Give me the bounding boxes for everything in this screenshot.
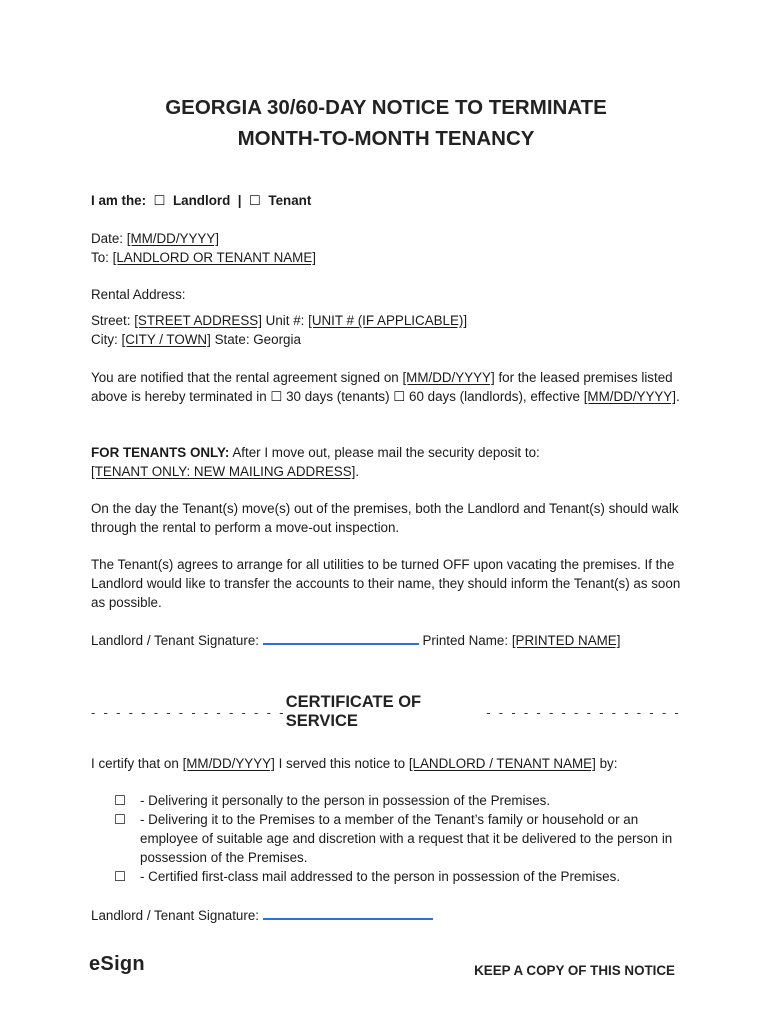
notice-text-2: for the leased premises listed above is hereby terminated in ☐ 30 days (tenants) ☐ 60 days (landlords), effective (91, 370, 673, 404)
inspection-paragraph: On the day the Tenant(s) move(s) out of the premises, both the Landlord and Tenant(s) should walk through the rental to perform a move-out inspection. (91, 501, 679, 535)
printed-name-label: Printed Name: (422, 633, 509, 648)
service-option-checkbox[interactable]: ☐ (114, 869, 127, 884)
city-field[interactable]: [CITY / TOWN] (121, 332, 211, 347)
signature-row-2 (91, 905, 681, 925)
date-label: Date: (91, 231, 124, 246)
city-line (91, 330, 681, 349)
role-prefix: I am the: (91, 193, 147, 208)
unit-label: Unit #: (265, 313, 305, 328)
state-text: State: Georgia (214, 332, 301, 347)
new-mailing-address-field[interactable]: [TENANT ONLY: NEW MAILING ADDRESS] (91, 464, 356, 479)
title-line-1: GEORGIA 30/60-DAY NOTICE TO TERMINATE (165, 96, 607, 119)
tenant-label: Tenant (268, 193, 312, 208)
effective-date-field[interactable]: [MM/DD/YYYY] (583, 389, 676, 404)
date-field[interactable]: [MM/DD/YYYY] (126, 231, 220, 246)
service-option-household (114, 810, 674, 867)
notice-header (91, 229, 681, 267)
role-selection (91, 191, 681, 210)
recipient-name-field[interactable]: [LANDLORD OR TENANT NAME] (112, 250, 316, 265)
dashes-left: - - - - - - - - - - - - - - - - (91, 704, 286, 720)
service-option-mail (114, 867, 674, 886)
utilities-paragraph: The Tenant(s) agrees to arrange for all utilities to be turned OFF upon vacating the premises. If the Landlord would like to transfer the accounts to their name, they should inform the Tenant(s) as soon as possible. (91, 557, 681, 610)
landlord-checkbox[interactable]: ☐ (153, 193, 166, 208)
signature-field[interactable] (263, 630, 419, 645)
certify-end: by: (599, 756, 618, 771)
rental-address-label: Rental Address: (91, 287, 186, 302)
service-option-checkbox[interactable]: ☐ (114, 812, 127, 827)
certificate-title: CERTIFICATE OF SERVICE (285, 693, 422, 730)
signature-label-2: Landlord / Tenant Signature: (91, 908, 260, 923)
served-party-field[interactable]: [LANDLORD / TENANT NAME] (408, 756, 596, 771)
footer-note: KEEP A COPY OF THIS NOTICE (474, 963, 675, 978)
dashes-right: - - - - - - - - - - - - - - - - (486, 704, 681, 720)
agreement-date-field[interactable]: [MM/DD/YYYY] (402, 370, 495, 385)
tenants-only-label: FOR TENANTS ONLY: (91, 445, 230, 460)
mailing-end: . (355, 464, 360, 479)
certify-text: I certify that on (91, 756, 179, 771)
signature-field-2[interactable] (263, 905, 433, 920)
street-line (91, 311, 681, 330)
landlord-label: Landlord (172, 193, 231, 208)
certify-line (91, 754, 681, 773)
tenants-only-text: After I move out, please mail the security deposit to: (232, 445, 540, 460)
service-option-text: - Delivering it personally to the person in possession of the Premises. (140, 793, 551, 808)
signature-label: Landlord / Tenant Signature: (91, 633, 260, 648)
service-option-checkbox[interactable]: ☐ (114, 793, 127, 808)
document-title (91, 92, 681, 154)
unit-field[interactable]: [UNIT # (IF APPLICABLE)] (308, 313, 468, 328)
to-line (91, 248, 681, 267)
rental-address (91, 311, 681, 349)
service-option-text: - Certified first-class mail addressed to the person in possession of the Premises. (140, 869, 621, 884)
service-option-personal (114, 791, 674, 810)
printed-name-field[interactable]: [PRINTED NAME] (511, 633, 621, 648)
certificate-header (91, 693, 681, 731)
to-label: To: (91, 250, 109, 265)
service-option-text: - Delivering it to the Premises to a member of the Tenant’s family or household or an employee of suitable age and discretion with a request that it be delivered to the person in possession of the Premises. (140, 812, 673, 865)
street-address-field[interactable]: [STREET ADDRESS] (134, 313, 262, 328)
notice-text-1: You are notified that the rental agreement signed on (91, 370, 399, 385)
service-method-list (114, 791, 674, 886)
tenants-only-section (91, 443, 681, 481)
title-line-2: MONTH-TO-MONTH TENANCY (237, 127, 535, 150)
city-label: City: (91, 332, 118, 347)
role-separator: | (237, 193, 242, 208)
termination-paragraph (91, 368, 681, 406)
service-date-field[interactable]: [MM/DD/YYYY] (182, 756, 275, 771)
tenant-checkbox[interactable]: ☐ (248, 193, 261, 208)
tenants-only-line (91, 443, 681, 462)
date-line (91, 229, 681, 248)
esign-logo: eSign (89, 953, 145, 975)
certify-mid: I served this notice to (278, 756, 406, 771)
mailing-address-line (91, 462, 681, 481)
signature-row (91, 630, 681, 650)
notice-end: . (675, 389, 680, 404)
street-label: Street: (91, 313, 131, 328)
